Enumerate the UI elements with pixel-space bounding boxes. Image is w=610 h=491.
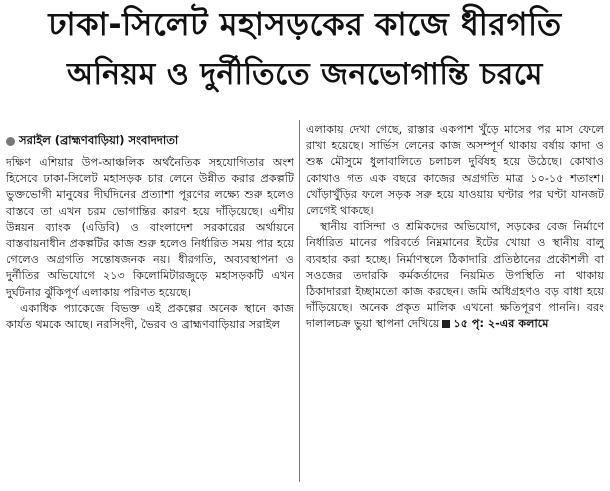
paragraph (306, 219, 604, 332)
byline-bullet-icon (6, 137, 15, 146)
byline-text: সরাইল (ব্রাহ্মণবাড়িয়া) সংবাদদাতা (19, 133, 179, 147)
article-column-1 (6, 122, 294, 333)
article-column-2 (306, 122, 604, 333)
paragraph: দক্ষিণ এশিয়ার উপ-আঞ্চলিক অর্থনৈতিক সহযোগিতার অংশ হিসেবে ঢাকা-সিলেট মহাসড়ক চার লেনে উন্নীত করার প্রকল্পটি ভুক্তভোগী মানুষের দীর্ঘদিনের প্রত্যাশা পূরণের লক্ষ্যে শুরু হলেও বাস্তবে তা এখন চরম ভোগান্তির কারণ হয়ে দাঁড়িয়েছে। এশীয় উন্নয়ন ব্যাংক (এডিবি) ও বাংলাদেশ সরকারের অর্থায়নে বাস্তবায়নাধীন প্রকল্পটির কাজ শুরু হলেও নির্ধারিত সময় পার হয়ে গেলেও অগ্রগতি সন্তোষজনক নয়। ধীরগতি, অব্যবস্থাপনা ও দুর্নীতির অভিযোগে ২১৩ কিলোমিটারজুড়ে মহাসড়কটি এখন দুর্ঘটনার ঝুঁকিপূর্ণ এলাকায় পরিণত হয়েছে। (6, 156, 294, 299)
paragraph-text: স্থানীয় বাসিন্দা ও শ্রমিকদের অভিযোগ, সড়কের বেজ নির্মাণে নির্ধারিত মানের পরিবর্তে নিম্নমানের ইটের খোয়া ও স্থানীয় বালু ব্যবহার করা হচ্ছে। নির্মাণস্থলে ঠিকাদারি প্রতিষ্ঠানের প্রকৌশলী বা সওজের তদারকি কর্মকর্তাদের নিয়মিত উপস্থিতি না থাকায় ঠিকাদাররা ইচ্ছামতো কাজ করছেন। জমি অধিগ্রহণও বড় বাধা হয়ে দাঁড়িয়েছে। অনেক প্রকৃত মালিক এখনো ক্ষতিপূরণ পাননি। বরং দালালচক্র ভুয়া স্থাপনা দেখিয়ে (306, 220, 604, 331)
headline-line-1: ঢাকা-সিলেট মহাসড়কের কাজে ধীরগতি (48, 5, 562, 43)
continuation-note: ১৫ পৃ: ২-এর কলামে (453, 317, 549, 331)
column-divider (299, 120, 300, 482)
paragraph: একাধিক প্যাকেজে বিভক্ত এই প্রকল্পের অনেক স্থানে কাজ কার্যত থমকে আছে। নরসিংদী, ভৈরব ও ব্রাহ্মণবাড়িয়ার সরাইল (6, 301, 294, 332)
continuation-square-icon (442, 320, 450, 328)
byline (6, 132, 294, 151)
paragraph: এলাকায় দেখা গেছে, রাস্তার একপাশ খুঁড়ে মাসের পর মাস ফেলে রাখা হয়েছে। সার্ভিস লেনের কাজ অসম্পূর্ণ থাকায় বর্ষায় কাদা ও শুষ্ক মৌসুমে ধুলাবালিতে চলাচল দুর্বিষহ হয়ে উঠেছে। কোথাও কোথাও গত এক বছরে কাজের অগ্রগতি মাত্র ১০-১৫ শতাংশ। খোঁড়াখুঁড়ির ফলে সড়ক সরু হয়ে যাওয়ায় ঘণ্টার পর ঘণ্টা যানজট লেগেই থাকছে। (306, 123, 604, 218)
headline-line-2: অনিয়ম ও দুর্নীতিতে জনভোগান্তি চরমে (67, 57, 543, 92)
